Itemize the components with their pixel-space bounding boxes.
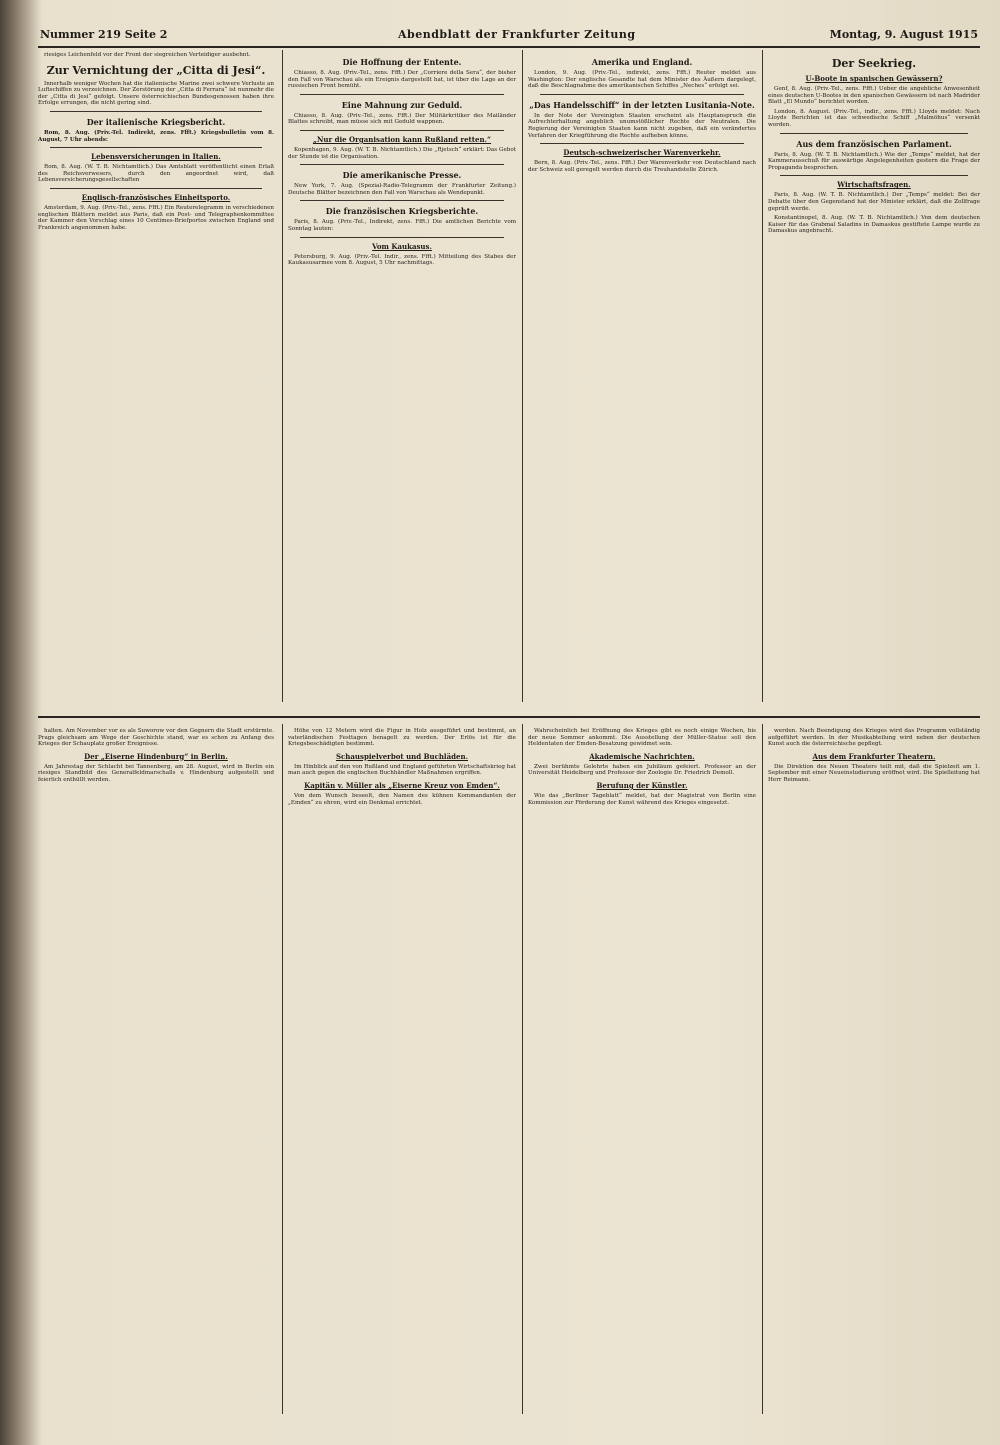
newspaper-sheet [38,28,980,1428]
article-body: Petersburg, 9. Aug. (Priv.-Tel. Indir., zens. Ffft.) Mitteilung des Stabes der Kaukasusarmee vom 8. August, 5 Uhr nachmittags. [288,253,516,267]
divider [50,147,262,148]
headline-entente-hope: Die Hoffnung der Entente. [342,57,462,67]
headline-emden: Kapitän v. Müller als „Eiserne Kreuz von Emden“. [304,780,500,790]
divider [50,111,262,112]
column-4 [768,52,980,710]
column-3 [528,52,756,710]
headline-french-parliament: Aus dem französischen Parlament. [796,138,952,149]
article-body: New York, 7. Aug. (Spezial-Radio-Telegramm der Frankfurter Zeitung.) Deutsche Blätter bezeichnen den Fall von Warschau als Wendepunkt. [288,183,516,196]
headline-caucasus: Vom Kaukasus. [372,241,432,251]
headline-artists: Berufung der Künstler. [596,780,688,790]
bottom-column-4 [768,728,980,1416]
section-divider [38,716,980,718]
headline-trade-switzerland: Deutsch-schweizerischer Warenverkehr. [563,148,721,158]
headline-economy: Wirtschaftsfragen. [837,180,911,190]
column-rule [282,50,283,702]
divider [540,143,744,144]
article-body: Kopenhagen, 9. Aug. (W. T. B. Nichtamtlich.) Die „Rjetsch“ erklärt: Das Gebot der Stunde ist die Organisation. [288,146,516,160]
article-body: Bern, 8. Aug. (Priv.-Tel., zens. Ffft.) Der Warenverkehr von Deutschland nach der Schweiz soll geregelt werden durch die Treuhandstelle Zürich. [528,160,756,173]
headline-postage: Englisch-französisches Einheitsporto. [81,192,231,202]
divider [300,164,504,165]
feuilleton-body: Wie das „Berliner Tageblatt“ meldet, hat der Magistrat von Berlin eine Kommission zur Förderung der Kunst während des Krieges eingesetzt. [528,792,756,806]
column-rule [522,50,523,702]
article-body: Chiasso, 8. Aug. (Priv.-Tel., zens. Ffft.) Der „Corriere della Sera“, der bisher den Fall von Warschau als ein Ereignis dargestellt hat, ist über die Lage an der russischen Front bemüht. [288,70,516,90]
article-body: London, 8. August. (Priv.-Tel., indir., zens. Ffft.) Lloyds meldet: Nach Lloyds Berichten ist das schwedische Schiff „Malmöhus“ versenkt worden. [768,108,980,128]
divider [540,94,744,95]
article-body: Chiasso, 8. Aug. (Priv.-Tel., zens. Ffft.) Der Militärkritiker des Mailänder Blattes schreibt, man müsse sich mit Geduld wappnen. [288,112,516,126]
feuilleton-body: werden. Nach Beendigung des Krieges wird das Programm vollständig aufgeführt werden. In der Musikabteilung wird neben der deutschen Kunst auch die österreichische gepflegt. [768,728,980,748]
column-2 [288,52,516,710]
article-body: Innerhalb weniger Wochen hat die italienische Marine zwei schwere Verluste an Luftschiffen zu verzeichnen. Der Zerstörung der „Citta di Ferrara“ ist nunmehr die der „Citta di Jesi“ gefolgt. Unsere österreichischen Bundesgenossen haben ihre Erfolge errungen, die nicht gering sind. [38,80,274,107]
article-body: Rom, 8. Aug. (W. T. B. Nichtamtlich.) Das Amtsblatt veröffentlicht einen Erlaß des Reichsverwesers, durch den angeordnet wird, daß Lebensversicherungsgesellschaften [38,164,274,184]
column-rule [522,724,523,1414]
column-rule [282,724,283,1414]
headline-life-insurance: Lebensversicherungen in Italien. [91,152,221,162]
headline-hindenburg: Der „Eiserne Hindenburg“ in Berlin. [84,751,228,761]
headline-french-reports: Die französischen Kriegsberichte. [325,206,479,217]
divider [780,133,968,134]
column-rule [762,724,763,1414]
headline-america-england: Amerika und England. [591,57,693,67]
feuilleton-body: Von dem Wunsch beseelt, den Namen des kühnen Kommandanten der „Emden“ zu ehren, wird ein Denkmal errichtet. [288,792,516,806]
headline-patience: Eine Mahnung zur Geduld. [341,99,463,110]
column-rule [762,50,763,702]
article-body: London, 9. Aug. (Priv.-Tel., indirekt, zens. Ffft.) Reuter meldet aus Washington: Der englische Gesandte hat dem Minister des Äußern dargelegt, daß die Beschlagnahme des amerikanischen Schiffes „Neches“ erfolgt sei. [528,70,756,90]
headline-frankfurt-theatres: Aus dem Frankfurter Theatern. [812,751,936,761]
feuilleton-body: Am Jahrestag der Schlacht bei Tannenberg, am 28. August, wird in Berlin ein riesiges Standbild des Generalfeldmarschalls v. Hindenburg aufgestellt und feierlich enthüllt werden. [38,763,274,783]
headline-organisation: „Nur die Organisation kann Rußland retten.“ [312,134,492,144]
feuilleton-body: Höhe von 12 Metern wird die Figur in Holz ausgeführt und bestimmt, an vaterländischen Festtagen benagelt zu werden. Der Erlös ist für die Kriegsbeschädigten bestimmt. [288,728,516,748]
headline-bookshops: Schauspielverbot und Buchläden. [335,751,469,761]
subheadline-u-boats: U-Boote in spanischen Gewässern? [805,74,943,83]
article-body: Konstantinopel, 8. Aug. (W. T. B. Nichtamtlich.) Von dem deutschen Kaiser für das Grabmal Saladins in Damaskus gestiftete Lampe wurde zu Damaskus angebracht. [768,215,980,235]
article-intro: riesiges Leichenfeld vor der Front der siegreichen Verteidiger ausbehnt. [44,52,251,58]
divider [300,130,504,131]
headline-american-press: Die amerikanische Presse. [342,170,462,181]
feuilleton-body: Die Direktion des Neuen Theaters teilt mit, daß die Spielzeit am 1. September mit einer Neueinstudierung eröffnet wird. Die Spielleitung hat Herr Reimann. [768,763,980,783]
dateline: Rom, 8. Aug. (Priv.-Tel. Indirekt, zens. Ffft.) Kriegsbulletin vom 8. August, 7 Uhr abends: [38,129,274,143]
issue-number: Nummer 219 Seite 2 [40,28,168,41]
newspaper-title: Abendblatt der Frankfurter Zeitung [398,28,636,41]
feuilleton-body: halten. Am November vor es als Suworow vor den Gegnern die Stadt erstürmte. Prags gleichsam am Wege der Geschichte stand, war es schon zu Anfang des Krieges der Schauplatz großer Ereignisse. [38,728,274,748]
bottom-column-1 [38,728,274,1416]
feuilleton-body: Zwei berühmte Gelehrte haben ein Jubiläum gefeiert. Professor an der Universität Heidelberg und Professor der Zoologie Dr. Friedrich Demoll. [528,763,756,777]
column-1 [38,52,274,710]
bottom-column-3 [528,728,756,1416]
article-body: Paris, 8. Aug. (W. T. B. Nichtamtlich.) Der „Temps“ meldet: Bei der Debatte über den Gegenstand hat der Minister erklärt, daß die Zollfrage geprüft werde. [768,192,980,212]
feuilleton-body: Wahrscheinlich bei Eröffnung des Krieges gibt es noch einige Wochen, bis der neue Sommer ankommt. Die Ausstellung der Müller-Statue soll den Heldentaten der Emden-Besatzung gewidmet sein. [528,728,756,748]
divider [300,200,504,201]
headline-italian-war-report: Der italienische Kriegsbericht. [86,116,226,127]
headline-lusitania-note: „Das Handelsschiff“ in der letzten Lusitania-Note. [529,99,755,110]
article-body: In der Note der Vereinigten Staaten erscheint als Hauptanspruch die Aufrechterhaltung angeblich unumstößlicher Rechte der Neutralen. Die Regierung der Vereinigten Staaten kann nicht zugeben, daß ein verändertes Verfahren der Kriegführung die Rechte aufheben könne. [528,112,756,139]
article-body: Paris, 8. Aug. (Priv.-Tel., Indirekt, zens. Ffft.) Die amtlichen Berichte vom Sonntag lauten: [288,219,516,232]
headline-academic-news: Akademische Nachrichten. [589,751,695,761]
divider [300,94,504,95]
headline-citta-di-jesi: Zur Vernichtung der „Citta di Jesi“. [46,63,266,77]
article-body: Amsterdam, 9. Aug. (Priv.-Tel., zens. Ffft.) Ein Reuterelegramm in verschiedenen englischen Blättern meldet aus Paris, daß ein Post- und Telegraphenkommittee der Kammer den Vorschlag eines 10 Centimes-Briefportos zwischen England und Frankreich angenommen habe. [38,204,274,231]
masthead [38,28,980,48]
bottom-column-2 [288,728,516,1416]
article-body: Genf, 8. Aug. (Priv.-Tel., zens. Ffft.) Ueber die angebliche Anwesenheit eines deutschen U-Bootes in den spanischen Gewässern ist nach Madrider Blatt „El Mundo“ berichtet worden. [768,86,980,106]
divider [780,175,968,176]
feuilleton-body: Im Hinblick auf den von Rußland und England geführten Wirtschaftskrieg hat man auch gegen die englischen Buchhändler Maßnahmen ergriffen. [288,763,516,777]
headline-naval-war: Der Seekrieg. [831,57,917,70]
divider [50,188,262,189]
article-body: Paris, 8. Aug. (W. T. B. Nichtamtlich.) Wie der „Temps“ meldet, hat der Kammerausschuß für auswärtige Angelegenheiten gestern die Frage der Propaganda besprochen. [768,151,980,171]
issue-date: Montag, 9. August 1915 [829,28,978,41]
divider [300,237,504,238]
